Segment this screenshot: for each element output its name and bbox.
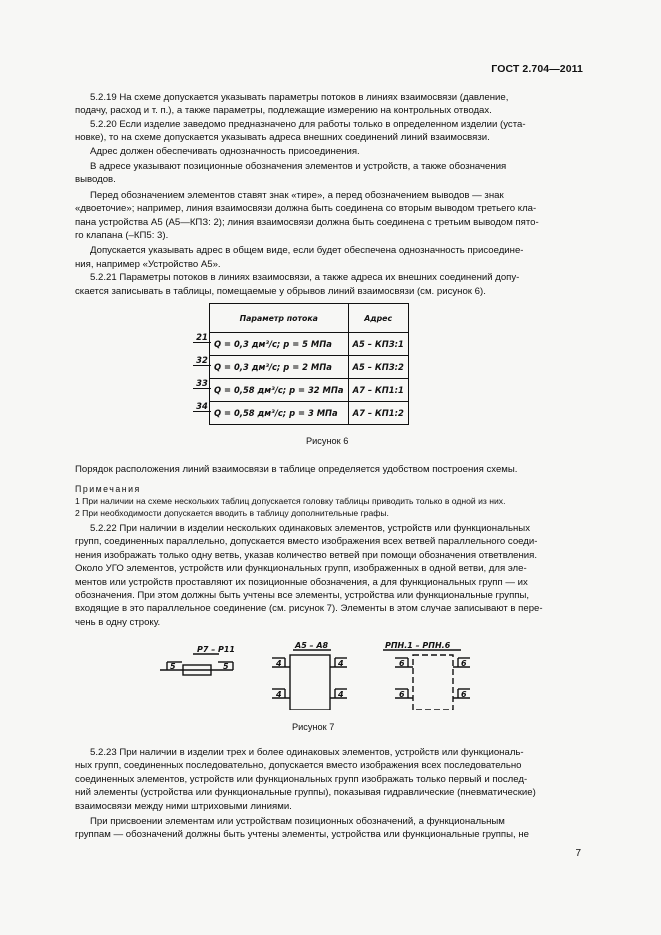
addr-cell: А7 – КП1:1	[348, 379, 408, 402]
param-cell: Q = 0,3 дм³/с; p = 2 МПа	[210, 356, 349, 379]
p5220-line2: новке), то на схеме допускается указывать адреса внешних соединений линий взаимосвязи.	[75, 132, 490, 144]
p5222-line2: групп, соединенных параллельно, допускается вместо изображения всех ветвей параллельного соеди-	[75, 536, 538, 548]
label-a5-a8: А5 – А8	[295, 641, 329, 650]
col-param-header: Параметр потока	[210, 304, 349, 333]
table-row	[210, 379, 409, 402]
addr3-line2: «двоеточие»; например, линия взаимосвязи должна быть соединена со вторым выводом третьего кла-	[75, 203, 537, 215]
port-label-6-br: 6	[461, 690, 467, 699]
port-label-5b: 5	[223, 662, 229, 671]
table-row	[210, 356, 409, 379]
p5219-line1: 5.2.19 На схеме допускается указывать параметры потоков в линиях взаимосвязи (давление,	[90, 92, 509, 103]
addr2-line1: В адресе указывают позиционные обозначения элементов и устройств, а также обозначения	[90, 161, 507, 173]
figure-6-caption: Рисунок 6	[306, 436, 349, 446]
p5222-line1: 5.2.22 При наличии в изделии нескольких одинаковых элементов, устройств или функциональных	[90, 523, 530, 534]
line-number-21: 21	[193, 332, 211, 343]
notes-block	[75, 483, 583, 519]
order-line: Порядок расположения линий взаимосвязи в таблице определяется удобством построения схемы.	[75, 464, 518, 475]
addr-cell: А7 – КП1:2	[348, 402, 408, 425]
col-addr-header: Адрес	[348, 304, 408, 333]
addr-cell: А5 – КПЗ:1	[348, 333, 408, 356]
p5223-block	[75, 746, 583, 842]
p5223-line1: 5.2.23 При наличии в изделии трех и более одинаковых элементов, устройств или функциональ-	[90, 747, 524, 758]
page-number: 7	[575, 848, 581, 859]
addr3-line4: го клапана (–КП5: 3).	[75, 230, 169, 242]
p5220-line1: 5.2.20 Если изделие заведомо предназначено для работы только в определенном изделии (уста-	[90, 118, 526, 130]
addr4-line1: Допускается указывать адрес в общем виде, если будет обеспечена однозначность присоедине-	[90, 245, 524, 257]
param-cell: Q = 0,3 дм³/с; p = 5 МПа	[210, 333, 349, 356]
order-paragraph	[75, 463, 583, 476]
line-number-32: 32	[193, 355, 211, 366]
document-id-header: ГОСТ 2.704—2011	[491, 63, 583, 75]
p5222-line5: ментов или устройств проставляют их позиционные обозначения, а для функциональных групп — их	[75, 576, 528, 588]
port-label-6-tl: 6	[399, 659, 405, 668]
port-label-6-tr: 6	[461, 659, 467, 668]
table-header-row	[210, 304, 409, 333]
device-block-a5-a8	[272, 650, 347, 710]
label-rpn: РПН.1 – РПН.6	[385, 641, 451, 650]
port-label-4-br: 4	[338, 690, 344, 699]
addr1-line: Адрес должен обеспечивать однозначность присоединения.	[90, 145, 360, 157]
line-number-34: 34	[193, 401, 211, 412]
line-number-33: 33	[193, 378, 211, 389]
p5222-line6: обозначения. При этом должны быть учтены все элементы, устройства или функциональные группы,	[75, 590, 530, 602]
p5222-block	[75, 522, 583, 629]
figure-6-table	[196, 303, 404, 425]
last-line2: группам — обозначений должны быть учтены элементы, устройства или функциональные группы, не	[75, 829, 529, 841]
p5221-line1: 5.2.21 Параметры потоков в линиях взаимосвязи, а также адреса их внешних соединений допу-	[90, 272, 520, 284]
addr3-line1: Перед обозначением элементов ставят знак «тире», а перед обозначением выводов — знак	[90, 189, 504, 201]
p5222-line4: Около УГО элементов, устройств или функциональных групп, изображенных в одной ветви, для эле-	[75, 563, 527, 575]
p5222-line3: нения изображать только одну ветвь, указав количество ветвей при помощи обозначения ответвления.	[75, 549, 538, 561]
p5219-line2: подачу, расход и т. п.), а также параметры, подлежащие измерению на контрольных отводах.	[75, 105, 492, 117]
port-label-4-tl: 4	[276, 659, 282, 668]
addr4-line2: ния, например «Устройство А5».	[75, 258, 221, 270]
figure-7-caption: Рисунок 7	[292, 722, 335, 732]
port-label-4-tr: 4	[338, 659, 344, 668]
note-2: 2 При необходимости допускается вводить в таблицу дополнительные графы.	[75, 508, 389, 518]
p5223-line4: ний элементы (устройства или функциональные группы), показывая гидравлические (пневматические)	[75, 787, 536, 799]
port-label-5a: 5	[170, 662, 176, 671]
note-1: 1 При наличии на схеме нескольких таблиц допускается головку таблицы приводить только в одной из них.	[75, 496, 506, 506]
notes-heading: Примечания	[75, 484, 141, 494]
table-row	[210, 402, 409, 425]
p5223-line5: взаимосвязи между ними штриховыми линиями.	[75, 800, 292, 812]
p5222-line7: входящие в это параллельное соединение (см. рисунок 7). Элементы в этом случае записывают в пере-	[75, 603, 543, 615]
figure-7-diagram	[155, 640, 495, 710]
addr2-line2: выводов.	[75, 174, 116, 186]
table-row	[210, 333, 409, 356]
p5221-line2: скается записывать в таблицы, помещаемые у обрывов линий взаимосвязи (см. рисунок 6).	[75, 285, 486, 297]
addr3-line3: пана устройства А5 (А5—КПЗ: 2); линия взаимосвязи должна быть соединена с третьим выводом пято-	[75, 216, 539, 228]
p5223-line2: ных групп, соединенных последовательно, допускается вместо изображения всех последовательно	[75, 760, 522, 772]
text-block-top	[75, 91, 583, 298]
param-cell: Q = 0,58 дм³/с; p = 32 МПа	[210, 379, 349, 402]
port-label-4-bl: 4	[276, 690, 282, 699]
label-p7-p11: Р7 – Р11	[197, 645, 235, 654]
p5222-line8: чень в одну строку.	[75, 616, 161, 628]
port-label-6-bl: 6	[399, 690, 405, 699]
p5223-line3: соединенных элементов, устройств или функциональных групп изображать только первый и послед-	[75, 773, 528, 785]
addr-cell: А5 – КПЗ:2	[348, 356, 408, 379]
flow-parameter-table	[209, 303, 409, 425]
param-cell: Q = 0,58 дм³/с; p = 3 МПа	[210, 402, 349, 425]
last-line1: При присвоении элементам или устройствам позиционных обозначений, а функциональным	[90, 816, 505, 828]
device-block-rpn	[383, 650, 470, 710]
